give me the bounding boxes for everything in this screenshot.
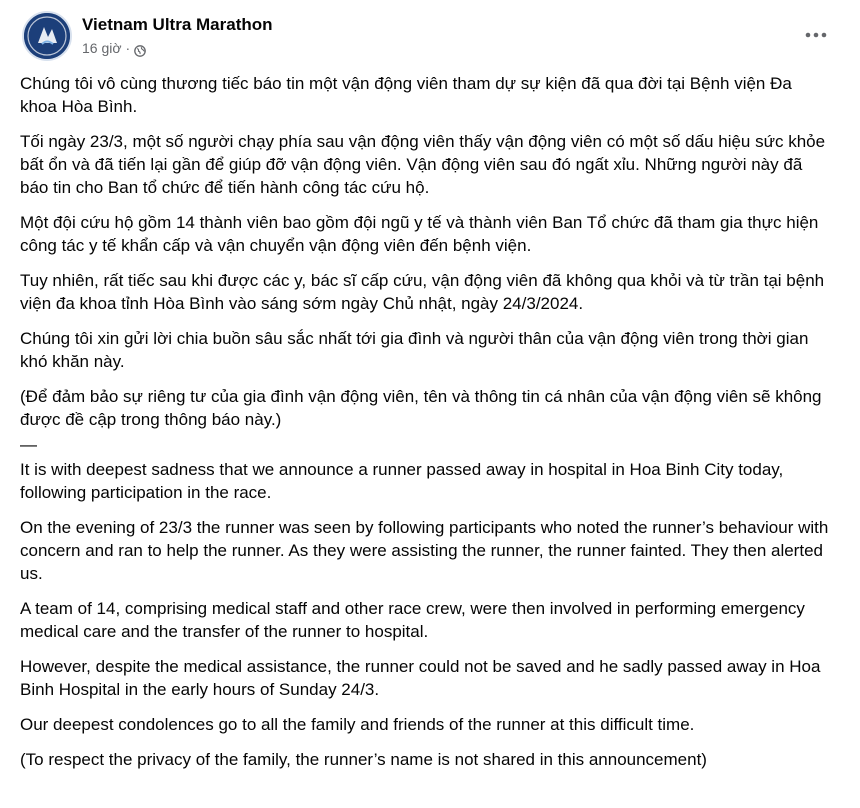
paragraph-en-4: However, despite the medical assistance, the runner could not be saved and he sadly passed away in Hoa Binh Hospital in the early hours of Sunday 24/3.	[20, 657, 821, 699]
paragraph-en-5: Our deepest condolences go to all the family and friends of the runner at this difficult time.	[20, 715, 695, 734]
page-avatar[interactable]	[22, 11, 72, 61]
paragraph-en-3: A team of 14, comprising medical staff and other race crew, were then involved in performing emergency medical care and the transfer of the runner to hospital.	[20, 599, 805, 641]
post-header	[22, 10, 273, 62]
separator-dot: ·	[125, 40, 131, 56]
paragraph-vi-6: (Để đảm bảo sự riêng tư của gia đình vận động viên, tên và thông tin cá nhân của vận động viên sẽ không được đề cập trong thông báo này.)	[20, 387, 822, 429]
globe-icon[interactable]	[134, 42, 146, 54]
post-content	[20, 72, 830, 783]
post-time-row	[82, 38, 273, 58]
paragraph-vi-3: Một đội cứu hộ gồm 14 thành viên bao gồm đội ngũ y tế và thành viên Ban Tổ chức đã tham gia thực hiện công tác y tế khẩn cấp và vận chuyển vận động viên đến bệnh viện.	[20, 213, 819, 255]
page-name-link[interactable]: Vietnam Ultra Marathon	[82, 15, 273, 34]
more-horizontal-icon	[805, 32, 827, 38]
paragraph-en-6: (To respect the privacy of the family, the runner’s name is not shared in this announcement)	[20, 750, 707, 769]
language-separator: —	[20, 435, 37, 454]
more-options-button[interactable]	[798, 20, 834, 50]
paragraph-en-2: On the evening of 23/3 the runner was seen by following participants who noted the runner’s behaviour with concern and ran to help the runner. As they were assisting the runner, the runner fainted. They then alerted us.	[20, 518, 829, 583]
avatar-logo-icon	[24, 13, 70, 59]
paragraph-en-1: It is with deepest sadness that we announce a runner passed away in hospital in Hoa Binh City today, following participation in the race.	[20, 460, 784, 502]
paragraph-vi-4: Tuy nhiên, rất tiếc sau khi được các y, bác sĩ cấp cứu, vận động viên đã không qua khỏi và từ trần tại bệnh viện đa khoa tỉnh Hòa Bình vào sáng sớm ngày Chủ nhật, ngày 24/3/2024.	[20, 271, 825, 313]
post-meta	[82, 14, 273, 58]
paragraph-vi-2: Tối ngày 23/3, một số người chạy phía sau vận động viên thấy vận động viên có một số dấu hiệu sức khỏe bất ổn và đã tiến lại gần để giúp đỡ vận động viên. Vận động viên sau đó ngất xỉu. Những người này đã báo tin cho Ban tổ chức để tiến hành công tác cứu hộ.	[20, 132, 826, 197]
post-timestamp[interactable]: 16 giờ	[82, 40, 122, 56]
paragraph-vi-5: Chúng tôi xin gửi lời chia buồn sâu sắc nhất tới gia đình và người thân của vận động viên trong thời gian khó khăn này.	[20, 329, 809, 371]
paragraph-vi-1: Chúng tôi vô cùng thương tiếc báo tin một vận động viên tham dự sự kiện đã qua đời tại Bệnh viện Đa khoa Hòa Bình.	[20, 74, 792, 116]
